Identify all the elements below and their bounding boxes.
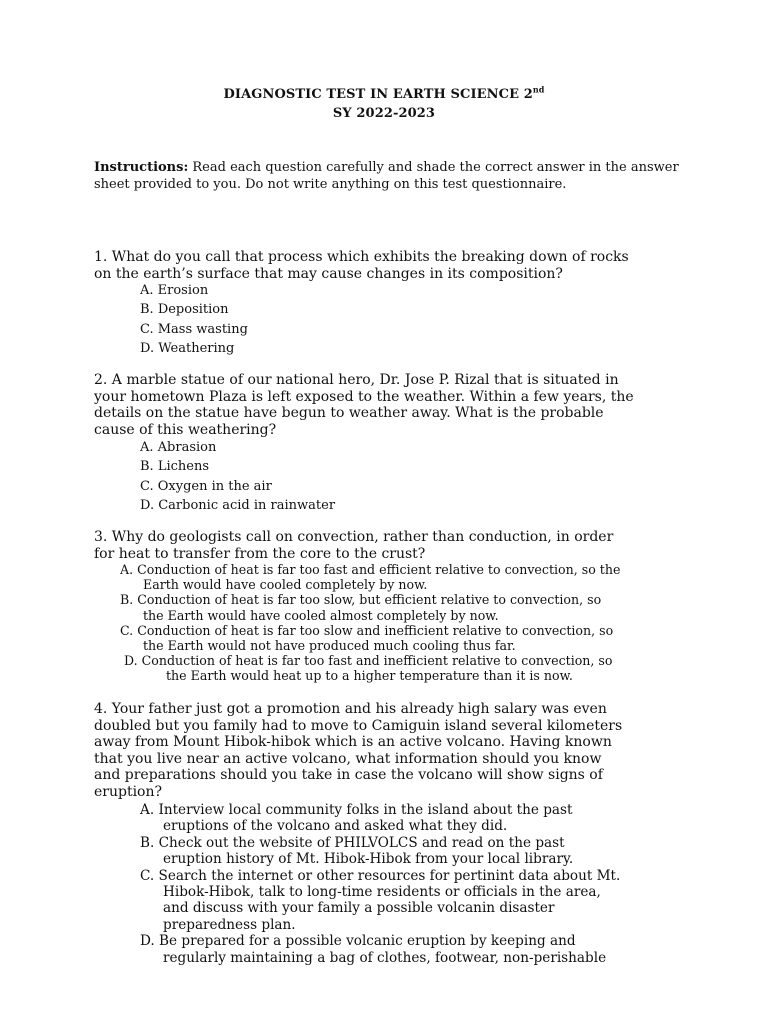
question-line: on the earth’s surface that may cause changes in its composition?: [94, 265, 563, 282]
question-line: doubled but you family had to move to Camiguin island several kilometers: [94, 717, 623, 734]
question-4-options: [140, 802, 620, 966]
option-c-continued: preparedness plan.: [163, 916, 296, 933]
question-line: details on the statue have begun to weather away. What is the probable: [94, 405, 604, 422]
option-c-continued: Hibok-Hibok, talk to long-time residents or officials in the area,: [163, 884, 601, 901]
question-line: that you live near an active volcano, what information should you know: [94, 750, 602, 767]
option-a: A. Abrasion: [140, 440, 217, 455]
option-c: C. Mass wasting: [140, 321, 248, 337]
option-d: D. Be prepared for a possible volcanic eruption by keeping and: [140, 933, 576, 950]
question-line: 3. Why do geologists call on convection, rather than conduction, in order: [94, 529, 614, 545]
question-line: 2. A marble statue of our national hero, Dr. Jose P. Rizal that is situated in: [94, 372, 619, 388]
question-line: cause of this weathering?: [94, 421, 277, 438]
option-b-continued: the Earth would have cooled almost completely by now.: [143, 607, 499, 623]
option-b: B. Check out the website of PHILVOLCS and read on the past: [140, 834, 565, 851]
option-c: C. Search the internet or other resources for pertinint data about Mt.: [140, 867, 621, 884]
option-d: D. Weathering: [140, 341, 235, 357]
instructions: [94, 159, 694, 193]
title-superscript: nd: [532, 84, 545, 95]
question-2: [94, 372, 684, 438]
option-c: C. Oxygen in the air: [140, 478, 272, 494]
question-line: away from Mount Hibok-hibok which is an active volcano. Having known: [94, 734, 612, 751]
question-3: [94, 529, 684, 562]
question-line: and preparations should you take in case the volcano will show signs of: [94, 767, 603, 784]
option-a: A. Erosion: [140, 283, 209, 298]
question-4: [94, 701, 684, 801]
school-year: SY 2022-2023: [332, 106, 436, 121]
question-line: eruption?: [94, 783, 163, 800]
option-b: B. Lichens: [140, 459, 209, 475]
instructions-label: Instructions:: [94, 160, 189, 175]
question-1: [94, 249, 684, 282]
title-text: DIAGNOSTIC TEST IN EARTH SCIENCE 2: [223, 87, 533, 102]
question-2-options: [140, 438, 335, 516]
option-d-continued: the Earth would heat up to a higher temperature than it is now.: [166, 668, 573, 684]
option-b: B. Deposition: [140, 302, 229, 318]
question-1-options: [140, 281, 248, 359]
option-b-continued: eruption history of Mt. Hibok-Hibok from your local library.: [163, 851, 574, 868]
option-c-continued: the Earth would not have produced much cooling thus far.: [143, 638, 516, 654]
option-c-continued: and discuss with your family a possible volcanin disaster: [163, 900, 555, 917]
document-title: [0, 84, 768, 102]
question-line: 1. What do you call that process which exhibits the breaking down of rocks: [94, 249, 629, 265]
option-a-continued: Earth would have cooled completely by now.: [143, 577, 428, 593]
option-d: D. Carbonic acid in rainwater: [140, 498, 336, 514]
option-a: A. Conduction of heat is far too fast and efficient relative to convection, so the: [120, 562, 621, 577]
option-d: D. Conduction of heat is far too fast and inefficient relative to convection, so: [124, 653, 613, 669]
option-b: B. Conduction of heat is far too slow, but efficient relative to convection, so: [120, 592, 602, 608]
option-a-continued: eruptions of the volcano and asked what they did.: [163, 818, 508, 835]
question-3-options: [120, 562, 620, 684]
instructions-text: Read each question carefully and shade the correct answer in the answer sheet provided to you. Do not write anything on this test questionnaire.: [94, 160, 679, 192]
option-d-continued: regularly maintaining a bag of clothes, footwear, non-perishable: [163, 949, 607, 966]
question-line: for heat to transfer from the core to the crust?: [94, 545, 426, 562]
question-line: your hometown Plaza is left exposed to the weather. Within a few years, the: [94, 388, 634, 405]
question-line: 4. Your father just got a promotion and his already high salary was even: [94, 701, 607, 717]
option-c: C. Conduction of heat is far too slow and inefficient relative to convection, so: [120, 622, 614, 638]
option-a: A. Interview local community folks in the island about the past: [140, 802, 573, 818]
